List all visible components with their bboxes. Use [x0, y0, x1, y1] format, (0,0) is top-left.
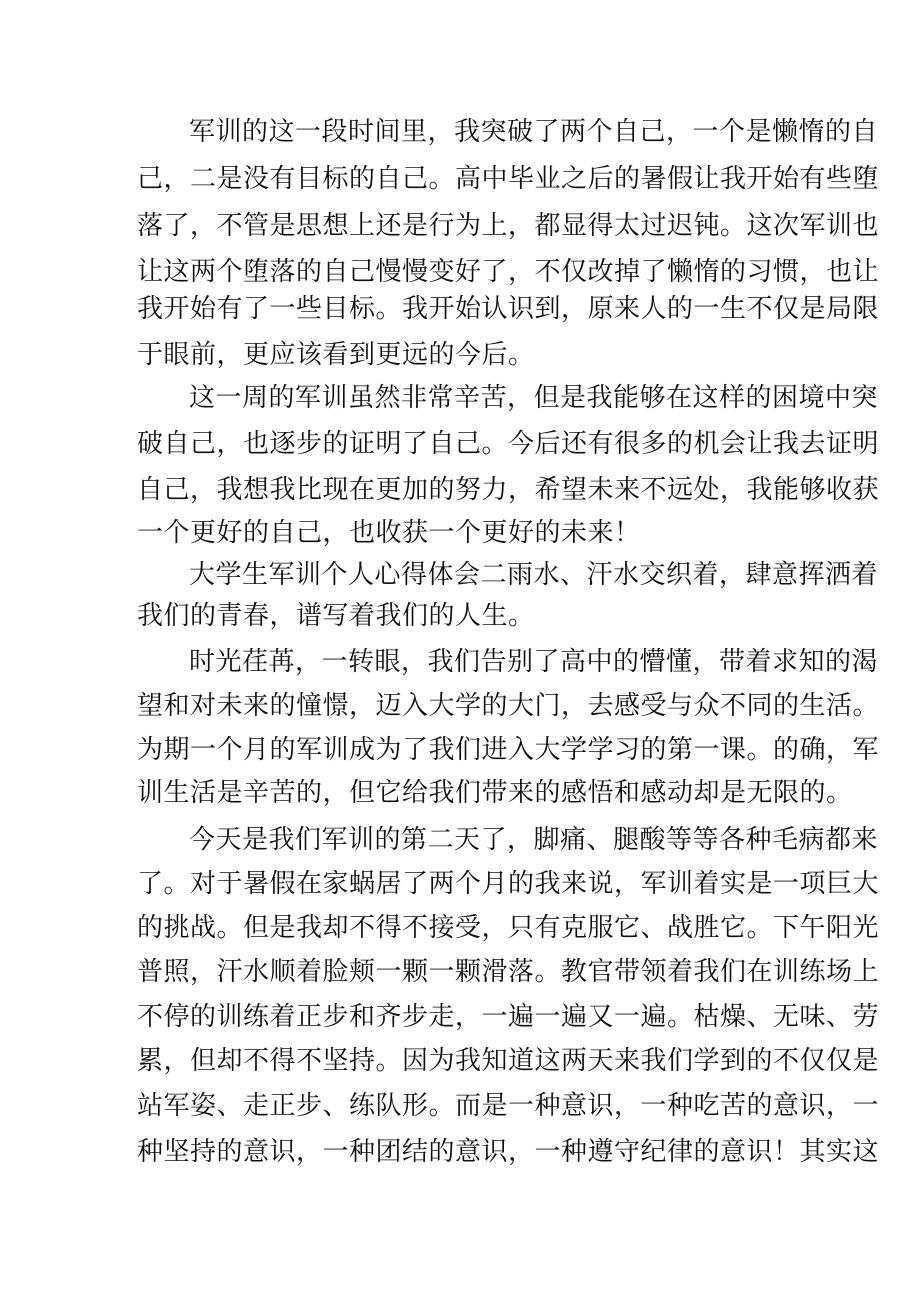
text-line: 的挑战。但是我却不得不接受，只有克服它、战胜它。下午阳光: [137, 913, 880, 943]
text-line: 我开始有了一些目标。我开始认识到，原来人的一生不仅是局限: [137, 294, 880, 324]
text-line: 于眼前，更应该看到更远的今后。: [137, 340, 535, 370]
text-line: 站军姿、走正步、练队形。而是一种意识，一种吃苦的意识，一: [137, 1091, 880, 1121]
text-line: 望和对未来的憧憬，迈入大学的大门，去感受与众不同的生活。: [137, 691, 880, 721]
text-line: 累，但却不得不坚持。因为我知道这两天来我们学到的不仅仅是: [137, 1046, 880, 1076]
text-line: 破自己，也逐步的证明了自己。今后还有很多的机会让我去证明: [137, 429, 880, 459]
text-line: 落了，不管是思想上还是行为上，都显得太过迟钝。这次军训也: [137, 211, 880, 241]
text-line: 时光荏苒，一转眼，我们告别了高中的懵懂，带着求知的渴: [189, 647, 879, 677]
text-line: 让这两个堕落的自己慢慢变好了，不仅改掉了懒惰的习惯，也让: [137, 257, 880, 287]
text-line: 一个更好的自己，也收获一个更好的未来！: [137, 518, 641, 548]
text-line: 我们的青春，谱写着我们的人生。: [137, 601, 535, 631]
text-line: 自己，我想我比现在更加的努力，希望未来不远处，我能够收获: [137, 475, 880, 505]
text-line: 种坚持的意识，一种团结的意识，一种遵守纪律的意识！其实这: [137, 1137, 880, 1167]
text-line: 为期一个月的军训成为了我们进入大学学习的第一课。的确，军: [137, 735, 880, 765]
text-line: 这一周的军训虽然非常辛苦，但是我能够在这样的困境中突: [189, 383, 879, 413]
text-line: 普照，汗水顺着脸颊一颗一颗滑落。教官带领着我们在训练场上: [137, 957, 880, 987]
text-line: 了。对于暑假在家蜗居了两个月的我来说，军训着实是一项巨大: [137, 869, 880, 899]
text-line: 训生活是辛苦的，但它给我们带来的感悟和感动却是无限的。: [137, 778, 853, 808]
text-line: 大学生军训个人心得体会二雨水、汗水交织着，肆意挥洒着: [189, 560, 879, 590]
text-line: 不停的训练着正步和齐步走，一遍一遍又一遍。枯燥、无味、劳: [137, 1002, 880, 1032]
text-line: 军训的这一段时间里，我突破了两个自己，一个是懒惰的自: [189, 117, 879, 147]
text-line: 今天是我们军训的第二天了，脚痛、腿酸等等各种毛病都来: [189, 825, 879, 855]
text-line: 己，二是没有目标的自己。高中毕业之后的暑假让我开始有些堕: [137, 164, 880, 194]
